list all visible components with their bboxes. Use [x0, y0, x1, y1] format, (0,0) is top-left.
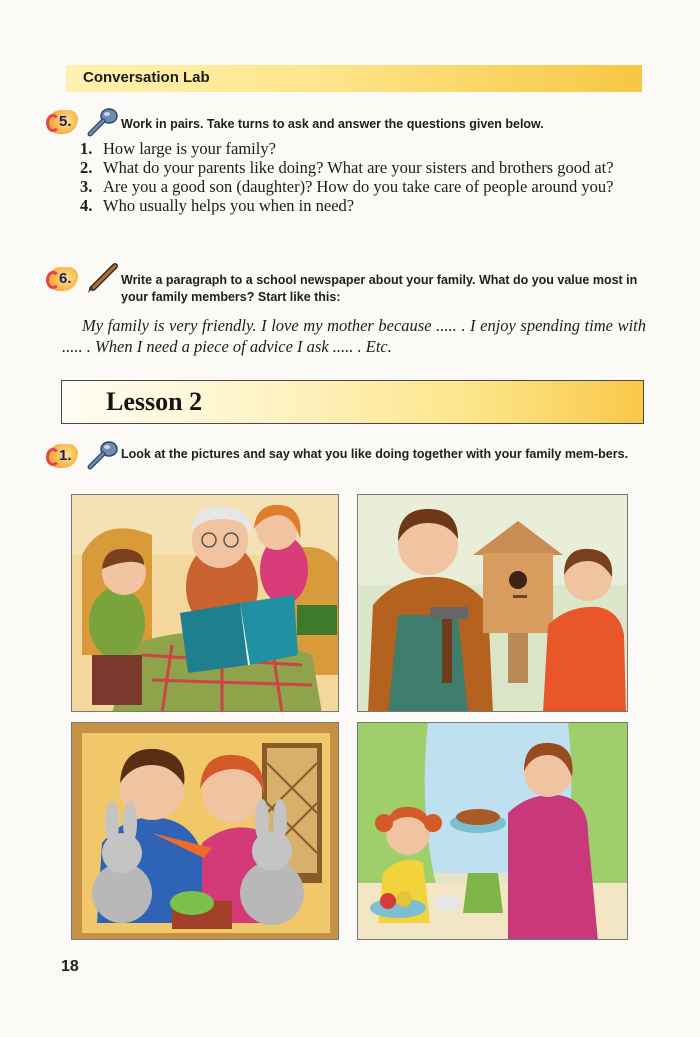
page-number: 18: [61, 958, 79, 975]
microphone-icon: [84, 106, 120, 138]
task-5-instruction: Work in pairs. Take turns to ask and answer the questions given below.: [121, 117, 544, 131]
question-item: 4. Who usually helps you when in need?: [80, 196, 355, 215]
question-list: [80, 140, 646, 216]
microphone-icon: [84, 439, 120, 471]
question-item: 3. Are you a good son (daughter)? How do you take care of people around you?: [80, 177, 614, 196]
question-item: 2. What do your parents like doing? What are your sisters and brothers good at?: [80, 158, 614, 177]
grandmother-reading-illustration: [71, 494, 339, 712]
pen-icon: [84, 262, 120, 296]
father-birdhouse-illustration: [357, 494, 628, 712]
task-6-number: 6.: [59, 270, 72, 287]
lesson-task-1-badge: [48, 444, 78, 468]
task-5-badge: [48, 110, 78, 134]
lesson-title: Lesson 2: [106, 387, 203, 416]
lesson-heading: [61, 380, 644, 424]
task-5-number: 5.: [59, 113, 72, 130]
rabbits-illustration: [71, 722, 339, 940]
mother-tea-illustration: [357, 722, 628, 940]
conversation-lab-header: [66, 65, 642, 92]
conversation-lab-title: Conversation Lab: [83, 69, 210, 86]
task-6-instruction: Write a paragraph to a school newspaper about your family. What do you value most in your family members? Start like this:: [121, 273, 638, 304]
task-6-badge: [48, 267, 78, 291]
starter-paragraph: My family is very friendly. I love my mother because ..... . I enjoy spending time with ..... . When I need a piece of advice I ask ..... . Etc.: [62, 316, 646, 356]
lesson-task-1-number: 1.: [59, 447, 72, 464]
question-item: 1. How large is your family?: [80, 139, 276, 158]
lesson-task-1-instruction: Look at the pictures and say what you like doing together with your family mem-bers.: [121, 447, 629, 461]
